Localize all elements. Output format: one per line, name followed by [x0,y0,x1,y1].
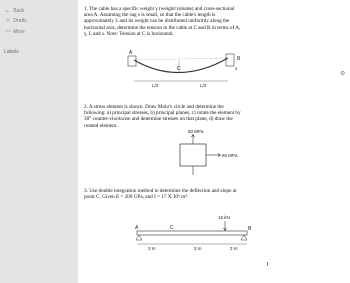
stress-element [180,144,206,166]
question-1 [84,6,244,37]
cable [134,58,228,73]
question-number: 3. [84,188,88,194]
stress-element-figure [156,126,256,182]
nav-label: Back [13,8,25,14]
sidebar [0,0,78,283]
cable-figure [124,50,244,96]
support-b [226,54,234,66]
back-icon: ← [5,8,11,14]
nav-item-back[interactable] [4,8,25,14]
dim-3: 3 m [230,246,238,251]
beam-figure [134,210,259,252]
question-3 [84,188,244,200]
side-stress-label: 60 MPa [222,153,238,158]
labels-heading: Labels [4,49,19,55]
settings-icon[interactable]: ⚙ [340,70,346,77]
label-c: C [170,225,174,231]
nav-item-more[interactable] [4,28,25,35]
radio-icon: ○ [6,18,10,24]
dim-1: 3 m [148,246,156,251]
label-b: B [237,56,241,62]
dim-2: 3 m [194,246,202,251]
support-b [241,235,247,240]
question-text: The cable has a specific weight γ (weight/volume) and cross-sectional area A. Assuming the sag s is small, so that the cable's length is approximately L and its weight can be distributed uniformly along the horizontal axis, determine the tension in the cable at C and B in terms of A, γ, L and s. Note: Tension at C is horizontal. [84,6,241,37]
label-a: A [129,50,133,56]
document-page [78,0,340,283]
nav-item-drafts[interactable] [4,18,27,24]
more-icon: ⋯ [5,29,11,35]
nav-label: More [13,29,25,35]
question-number: 2. [84,104,88,110]
question-text: A stress element is shown. Draw Mohr's circle and determine the following: a) principal stresses, b) principal planes, c) rotate the element by 30° counter-clockwise and determine stresses on that plane, d) draw the rotated element. [84,104,241,129]
nav-label: Drafts [13,18,27,24]
load-label: 16 kN [218,215,230,220]
support-a [136,235,142,240]
question-text: Use double integration method to determine the deflection and slope at point C. Given E = 200 GPa, and I = 17 X 10⁶ m⁴. [84,188,237,201]
label-c: C [177,66,181,72]
question-number: 1. [84,6,88,12]
beam [137,231,247,235]
label-b: B [248,226,252,232]
label-l1: L/2 [152,83,159,88]
top-stress-label: 80 MPa [188,129,204,134]
chord-line [134,58,228,60]
label-s: s [235,66,238,71]
label-l2: L/2 [200,83,207,88]
page-number: 1 [266,262,269,268]
label-a: A [135,225,139,231]
